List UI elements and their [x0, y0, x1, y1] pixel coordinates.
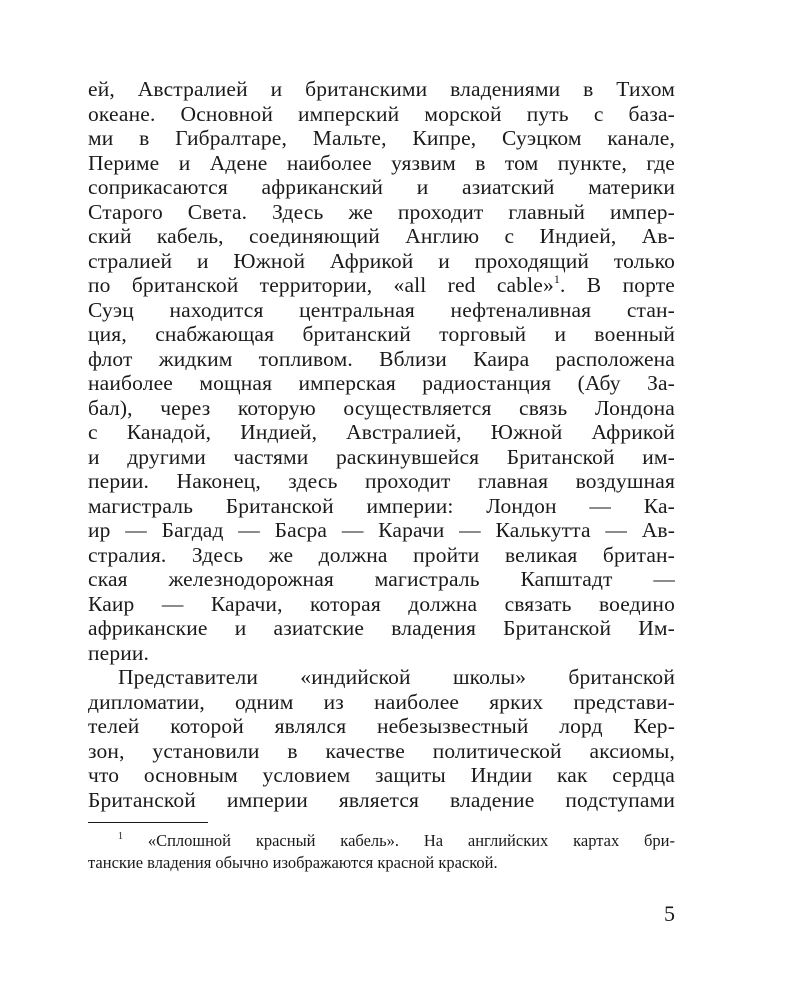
text-line: наиболее мощная имперская радиостанция (Абу За-	[88, 371, 675, 395]
text-line: что основным условием защиты Индии как сердца	[88, 763, 675, 787]
text-line: флот жидким топливом. Вблизи Каира расположена	[88, 346, 675, 371]
footnote-line	[88, 830, 675, 852]
text-line: Каир — Карачи, которая должна связать воедино	[88, 591, 675, 616]
text-fragment: . В порте	[560, 273, 675, 297]
paragraph-start-line: Представители «индийской школы» британской	[118, 665, 675, 689]
text-line: дипломатии, одним из наиболее ярких представи-	[88, 689, 675, 714]
text-line: и другими частями раскинувшейся Британской им-	[88, 444, 675, 469]
text-line: ей, Австралией и британскими владениями в Тихом	[88, 77, 675, 101]
text-line: ир — Багдад — Басра — Карачи — Калькутта — Ав-	[88, 518, 675, 542]
text-line: ция, снабжающая британский торговый и военный	[88, 322, 675, 346]
text-line: зон, установили в качестве политической аксиомы,	[88, 738, 675, 763]
text-line: с Канадой, Индией, Австралией, Южной Африкой	[88, 420, 675, 444]
text-line: Старого Света. Здесь же проходит главный импер-	[88, 199, 675, 224]
text-line: ский кабель, соединяющий Англию с Индией, Ав-	[88, 224, 675, 248]
text-line: стралией и Южной Африкой и проходящий только	[88, 248, 675, 273]
footnote-reference[interactable]: 1	[553, 272, 560, 286]
text-line: Суэц находится центральная нефтеналивная стан-	[88, 297, 675, 322]
text-line: океане. Основной имперский морской путь с база-	[88, 101, 675, 126]
text-line: Британской империи является владение подступами	[88, 787, 675, 812]
footnote-line: танские владения обычно изображаются красной краской.	[88, 853, 498, 872]
text-fragment: по британской территории, «all red cable»	[88, 273, 554, 297]
text-line: ми в Гибралтаре, Мальте, Кипре, Суэцком канале,	[88, 126, 675, 150]
footnote	[88, 830, 675, 874]
text-line: стралия. Здесь же должна пройти великая британ-	[88, 542, 675, 567]
text-line: перии. Наконец, здесь проходит главная воздушная	[88, 469, 675, 493]
footnote-text: «Сплошной красный кабель». На английских картах бри-	[147, 831, 675, 850]
page-number: 5	[664, 901, 675, 926]
footnote-marker: 1	[118, 831, 123, 842]
text-line: ская железнодорожная магистраль Капштадт —	[88, 567, 675, 591]
text-line: телей которой являлся небезызвестный лорд Кер-	[88, 714, 675, 738]
text-line: бал), через которую осуществляется связь Лондона	[88, 395, 675, 420]
text-line: Периме и Адене наиболее уязвим в том пункте, где	[88, 150, 675, 175]
text-line-with-footnote-ref	[88, 273, 675, 298]
text-line: африканские и азиатские владения Британской Им-	[88, 616, 675, 640]
text-line: соприкасаются африканский и азиатский материки	[88, 175, 675, 199]
text-line: магистраль Британской империи: Лондон — Ка-	[88, 493, 675, 518]
body-text	[88, 77, 675, 812]
text-line: перии.	[88, 640, 150, 665]
footnote-divider	[88, 822, 208, 823]
